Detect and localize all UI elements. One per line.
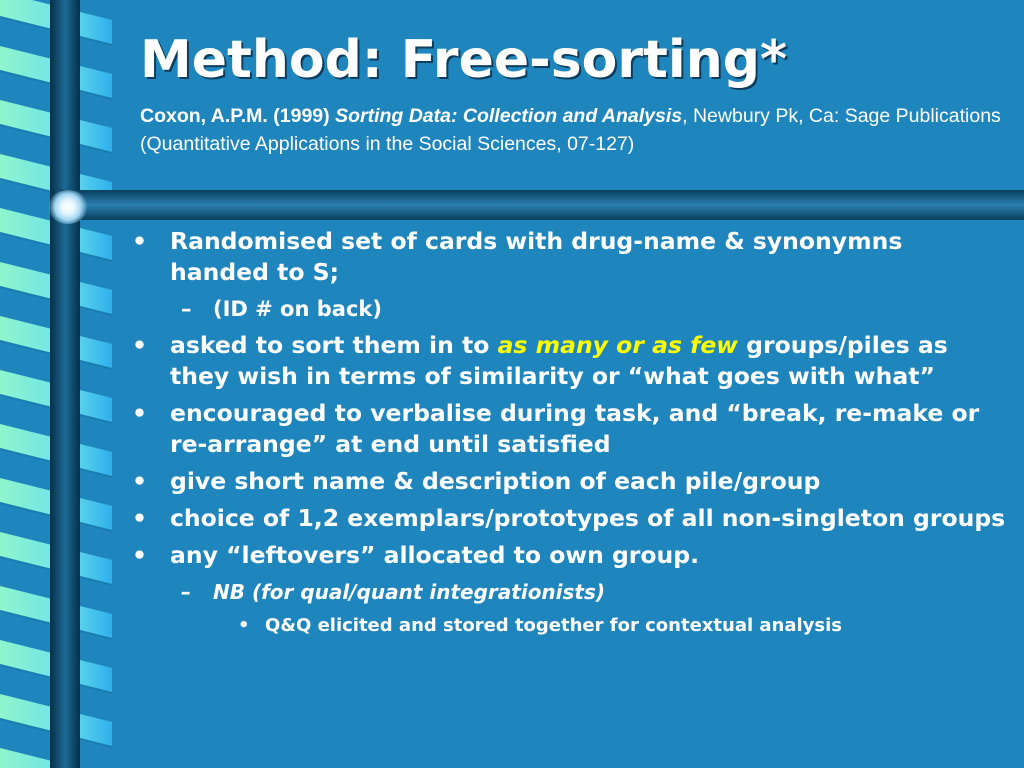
citation-book-title: Sorting Data: Collection and Analysis [335, 105, 683, 127]
sub-sub-list-item-text: Q&Q elicited and stored together for contextual analysis [265, 615, 843, 636]
bullet-marker: • [132, 227, 148, 255]
bullet-marker: • [132, 399, 148, 427]
bullet-marker: • [132, 467, 148, 495]
bullet-marker: • [132, 504, 148, 532]
dash-marker: – [181, 297, 192, 321]
bullet-list [128, 226, 1008, 639]
list-item-text: give short name & description of each pile/group [170, 467, 821, 495]
citation [140, 102, 1010, 158]
sub-list-item [128, 577, 1008, 607]
sub-list-item-text: NB (for qual/quant integrationists) [213, 580, 606, 604]
list-item-text-start: asked to sort them in to [170, 331, 498, 359]
citation-author: Coxon, A.P.M. (1999) [140, 105, 330, 127]
decorative-ribbon [0, 0, 112, 768]
dash-marker: – [181, 580, 191, 604]
list-item-text: Randomised set of cards with drug-name & synonymns handed to S; [170, 227, 903, 286]
bullet-marker: • [132, 331, 148, 359]
bullet-marker: • [238, 615, 250, 636]
list-item [128, 398, 1008, 460]
list-item [128, 330, 1008, 392]
list-item [128, 226, 1008, 288]
header-divider-bar [60, 190, 1024, 220]
citation-publisher: , Newbury Pk, Ca: Sage Publications (Quantitative Applications in the Social Sciences, 07-127) [140, 105, 1001, 155]
list-item-text: encouraged to verbalise during task, and “break, re-make or re-arrange” at end until satisfied [170, 399, 980, 458]
list-item-text: any “leftovers” allocated to own group. [170, 541, 700, 569]
list-item [128, 540, 1008, 571]
list-item-text: choice of 1,2 exemplars/prototypes of all non-singleton groups [170, 504, 1006, 532]
list-item-text-end: groups/piles as they wish in terms of similarity or “what goes with what” [170, 331, 948, 390]
sub-sub-list-item [128, 613, 1008, 639]
list-item [128, 466, 1008, 497]
list-item-text [170, 331, 948, 390]
decorative-orb [48, 190, 88, 224]
bullet-marker: • [132, 541, 148, 569]
list-item [128, 503, 1008, 534]
sub-list-item [128, 294, 1008, 324]
slide-title: Method: Free-sorting* [140, 30, 788, 90]
sub-list-item-text: (ID # on back) [213, 297, 382, 321]
highlighted-phrase: as many or as few [497, 331, 738, 359]
